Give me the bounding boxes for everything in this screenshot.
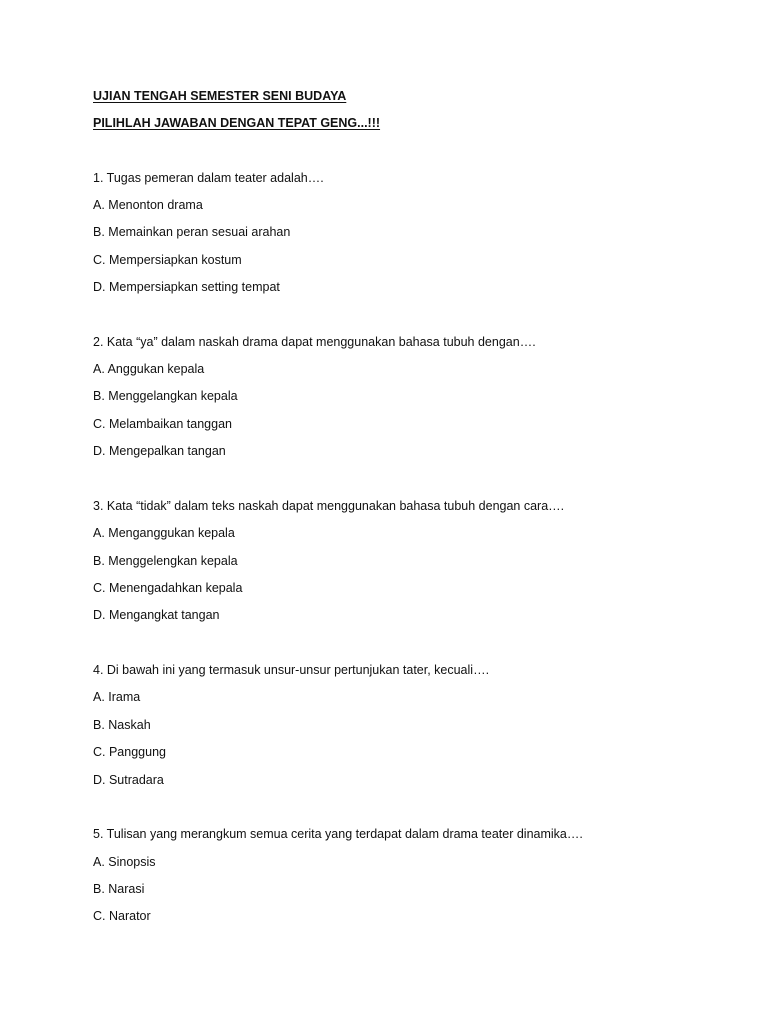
document-instruction: PILIHLAH JAWABAN DENGAN TEPAT GENG...!!! [93, 116, 381, 130]
question-4-option-d: D. Sutradara [93, 773, 164, 787]
question-1-text: 1. Tugas pemeran dalam teater adalah…. [93, 171, 324, 185]
question-3-text: 3. Kata “tidak” dalam teks naskah dapat menggunakan bahasa tubuh dengan cara…. [93, 499, 565, 513]
question-1-option-c: C. Mempersiapkan kostum [93, 253, 242, 267]
question-1-option-a: A. Menonton drama [93, 198, 203, 212]
document-title: UJIAN TENGAH SEMESTER SENI BUDAYA [93, 89, 347, 103]
question-3-option-b: B. Menggelengkan kepala [93, 554, 238, 568]
question-3-option-d: D. Mengangkat tangan [93, 608, 220, 622]
question-5-text: 5. Tulisan yang merangkum semua cerita yang terdapat dalam drama teater dinamika…. [93, 827, 583, 841]
question-5-option-a: A. Sinopsis [93, 855, 156, 869]
question-2-option-a: A. Anggukan kepala [93, 362, 205, 376]
question-2-text: 2. Kata “ya” dalam naskah drama dapat menggunakan bahasa tubuh dengan…. [93, 335, 536, 349]
question-4-option-c: C. Panggung [93, 745, 166, 759]
question-4-option-a: A. Irama [93, 690, 141, 704]
question-5-option-c: C. Narator [93, 909, 151, 923]
question-3-option-c: C. Menengadahkan kepala [93, 581, 243, 595]
question-2-option-b: B. Menggelangkan kepala [93, 389, 238, 403]
question-2-option-d: D. Mengepalkan tangan [93, 444, 226, 458]
question-1-option-b: B. Memainkan peran sesuai arahan [93, 225, 291, 239]
question-4-text: 4. Di bawah ini yang termasuk unsur-unsur pertunjukan tater, kecuali…. [93, 663, 490, 677]
question-3-option-a: A. Menganggukan kepala [93, 526, 235, 540]
question-2-option-c: C. Melambaikan tanggan [93, 417, 232, 431]
question-1-option-d: D. Mempersiapkan setting tempat [93, 280, 280, 294]
question-5-option-b: B. Narasi [93, 882, 145, 896]
question-4-option-b: B. Naskah [93, 718, 151, 732]
